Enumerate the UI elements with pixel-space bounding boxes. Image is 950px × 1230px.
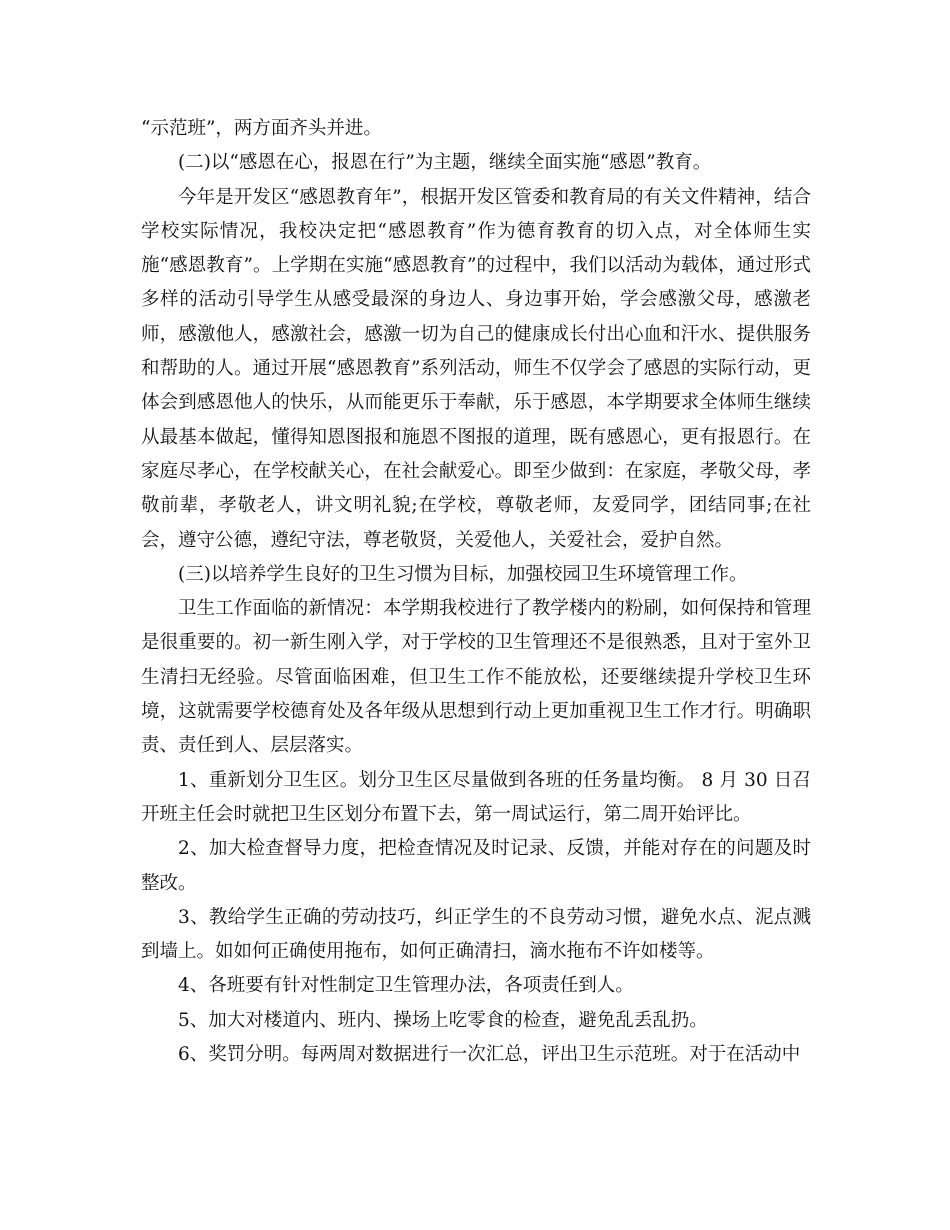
- section-heading: (三)以培养学生良好的卫生习惯为目标，加强校园卫生环境管理工作。: [178, 563, 748, 585]
- list-item: 3、教给学生正确的劳动技巧，纠正学生的不良劳动习惯，避免水点、泥点溅到墙上。如如何正确使用拖布，如何正确清扫，滴水拖布不许如楼等。: [141, 906, 811, 963]
- list-item: 1、重新划分卫生区。划分卫生区尽量做到各班的任务量均衡。 8 月 30 日召开班主任会时就把卫生区划分布置下去，第一周试运行，第二周开始评比。: [141, 769, 811, 825]
- paragraph: 卫生工作面临的新情况：本学期我校进行了教学楼内的粉刷，如何保持和管理是很重要的。初一新生刚入学，对于学校的卫生管理还不是很熟悉，且对于室外卫生清扫无经验。尽管面临困难，但卫生工作不能放松，还要继续提升学校卫生环境，这就需要学校德育处及各年级从思想到行动上更加重视卫生工作才行。明确职责、责任到人、层层落实。: [141, 598, 811, 757]
- list-item: 6、奖罚分明。每两周对数据进行一次汇总，评出卫生示范班。对于在活动中: [178, 1044, 801, 1066]
- list-item: 2、加大检查督导力度，把检查情况及时记录、反馈，并能对存在的问题及时整改。: [141, 838, 811, 894]
- list-item: 5、加大对楼道内、班内、操场上吃零食的检查，避免乱丢乱扔。: [178, 1009, 708, 1031]
- document-page: [141, 112, 811, 1072]
- section-heading: (二)以“感恩在心，报恩在行”为主题，继续全面实施“感恩”教育。: [178, 152, 712, 174]
- paragraph: “示范班”，两方面齐头并进。: [141, 118, 382, 139]
- paragraph: 今年是开发区“感恩教育年”，根据开发区管委和教育局的有关文件精神，结合学校实际情况，我校决定把“感恩教育”作为德育教育的切入点，对全体师生实施“感恩教育”。上学期在实施“感恩教育”的过程中，我们以活动为载体，通过形式多样的活动引导学生从感受最深的身边人、身边事开始，学会感激父母，感激老师，感激他人，感激社会，感激一切为自己的健康成长付出心血和汗水、提供服务和帮助的人。通过开展“感恩教育”系列活动，师生不仅学会了感恩的实际行动，更体会到感恩他人的快乐，从而能更乐于奉献，乐于感恩，本学期要求全体师生继续从最基本做起，懂得知恩图报和施恩不图报的道理，既有感恩心，更有报恩行。在家庭尽孝心，在学校献关心，在社会献爱心。即至少做到：在家庭，孝敬父母，孝敬前辈，孝敬老人，讲文明礼貌;在学校，尊敬老师，友爱同学，团结同事;在社会，遵守公德，遵纪守法，尊老敬贤，关爱他人，关爱社会，爱护自然。: [141, 186, 811, 551]
- list-item: 4、各班要有针对性制定卫生管理办法，各项责任到人。: [178, 975, 634, 997]
